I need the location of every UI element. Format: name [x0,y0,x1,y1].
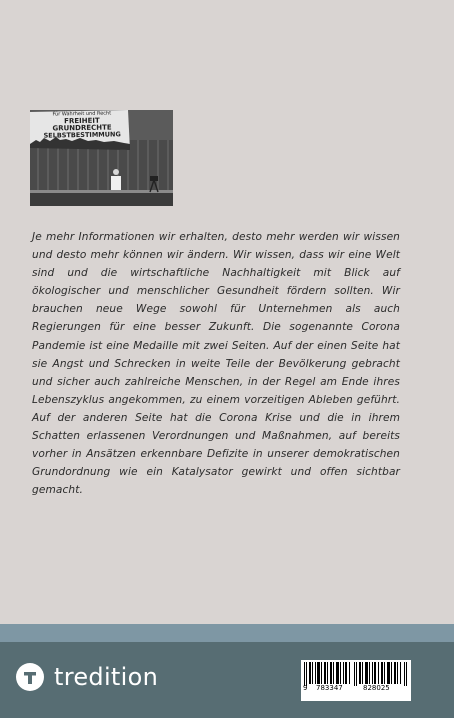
banner-line-1: Für Wahrheit und Recht [52,110,112,118]
barcode-digits [301,684,411,696]
barcode-bars [301,660,411,686]
color-stripe [0,624,454,642]
barcode-prefix: 9 [303,684,308,692]
banner-line-2: FREIHEIT [64,116,100,126]
cover-photo [30,110,173,206]
publisher-name: tredition [54,663,159,691]
banner-line-4: SELBSTBESTIMMUNG [43,130,121,140]
publisher-logo [16,661,158,693]
barcode-group-2: 828025 [363,684,390,692]
banner-line-3: GRUNDRECHTE [52,123,112,133]
blurb-text: Je mehr Informationen wir erhalten, desto mehr werden wir wissen und desto mehr können wir ändern. Wir wissen, dass wir eine Welt sind und die wirtschaftliche Nachhaltigkeit mit Blick auf ökologischer und menschlicher Gesundheit fördern sollten. Wir brauchen neue Wege sowohl für Unternehmen als auch Regierungen für eine besser Zukunft. Die sogenannte Corona Pandemie ist eine Medaille mit zwei Seiten. Auf der einen Seite hat sie Angst und Schrecken in weite Teile der Bevölkerung gebracht und sicher auch zahlreiche Menschen, in der Regel am Ende ihres Lebenszyklus angekommen, zu einem vorzeitigen Ableben geführt. Auf der anderen Seite hat die Corona Krise und die in ihrem Schatten erlassenen Verordnungen und Maßnahmen, auf bereits vorher in Ansätzen erkennbare Defizite in unserer demokratischen Grundordnung wie ein Katalysator gewirkt und offen sichtbar gemacht. [32,231,400,497]
barcode-group-1: 783347 [316,684,343,692]
banner-text [34,110,130,140]
isbn-barcode [301,660,411,701]
tredition-logo-icon [16,663,44,691]
